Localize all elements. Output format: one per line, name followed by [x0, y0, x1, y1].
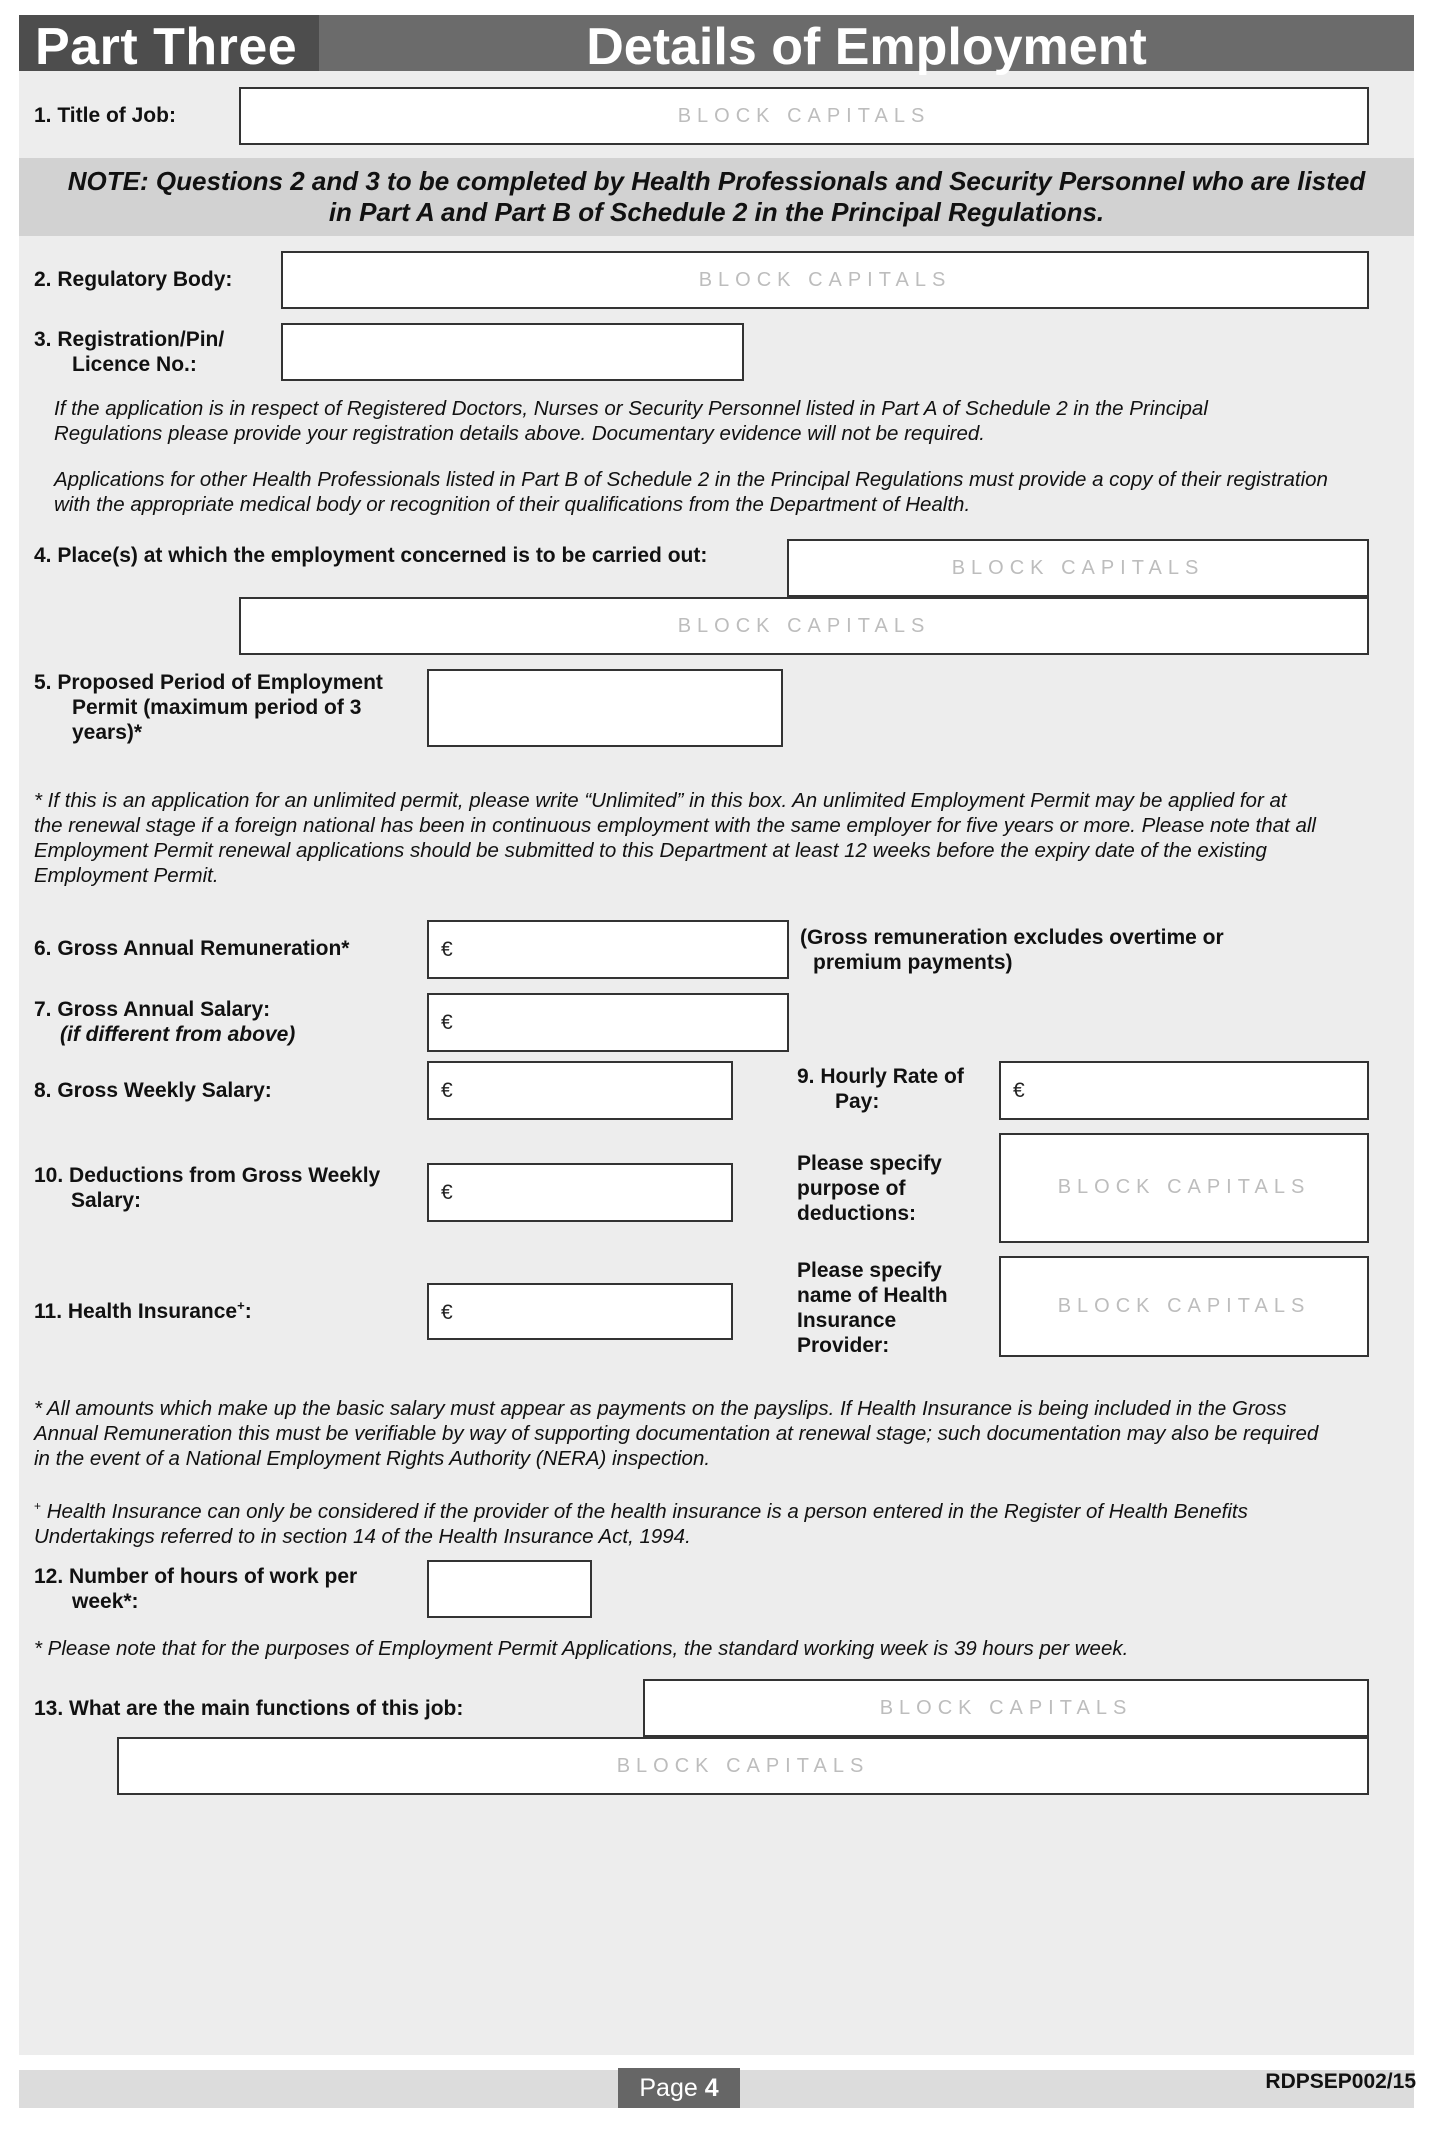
- q6-label: 6. Gross Annual Remuneration*: [34, 937, 350, 960]
- job-functions-field-2[interactable]: [117, 1737, 1369, 1795]
- deductions-purpose-field[interactable]: [999, 1133, 1369, 1243]
- q2-label: 2. Regulatory Body:: [34, 268, 233, 291]
- para-line: with the appropriate medical body or recognition of their qualifications from the Department of Health.: [54, 493, 971, 516]
- section-title: Details of Employment: [586, 18, 1147, 76]
- page-number-badge: [618, 2068, 740, 2108]
- euro-symbol: €: [441, 938, 453, 961]
- note-line-2: in Part A and Part B of Schedule 2 in the Principal Regulations.: [328, 197, 1105, 227]
- standard-week-note: [34, 1636, 1128, 1661]
- euro-symbol: €: [1013, 1079, 1025, 1102]
- block-capitals-placeholder: BLOCK CAPITALS: [698, 269, 952, 291]
- label-line: Insurance: [797, 1309, 897, 1332]
- q5-label: [34, 670, 383, 745]
- euro-symbol: €: [441, 1181, 453, 1204]
- q11-label: [34, 1293, 252, 1324]
- block-capitals-placeholder: BLOCK CAPITALS: [879, 1697, 1133, 1719]
- block-capitals-placeholder: BLOCK CAPITALS: [1057, 1176, 1311, 1198]
- para-line: Regulations please provide your registration details above. Documentary evidence will not be required.: [54, 422, 985, 445]
- unlimited-permit-note: [34, 788, 1316, 888]
- q10-label: [34, 1163, 380, 1213]
- q5-label-line-1: 5. Proposed Period of Employment: [34, 671, 383, 694]
- para-line: the renewal stage if a foreign national has been in continuous employment with the same employer for five years or more. Please note that all: [34, 814, 1316, 837]
- employment-place-field-2[interactable]: [239, 597, 1369, 655]
- section-header: [19, 15, 1414, 76]
- regulatory-body-field[interactable]: [281, 251, 1369, 309]
- block-capitals-placeholder: BLOCK CAPITALS: [1057, 1295, 1311, 1317]
- job-functions-field-1[interactable]: [643, 1679, 1369, 1737]
- hourly-rate-field[interactable]: [999, 1061, 1369, 1120]
- note-line-1: NOTE: Questions 2 and 3 to be completed by Health Professionals and Security Personnel who are listed: [67, 166, 1366, 196]
- salary-payslip-note: [34, 1396, 1318, 1471]
- q12-label-line-2: week*:: [72, 1590, 139, 1613]
- q7-label: [34, 997, 295, 1047]
- q6-note-line-2: premium payments): [813, 951, 1013, 974]
- employment-place-field-1[interactable]: [787, 539, 1369, 597]
- q9-label-line-1: 9. Hourly Rate of: [797, 1065, 964, 1088]
- registered-doctors-note: [54, 396, 1208, 446]
- q3-label: [34, 327, 224, 377]
- q3-label-line-1: 3. Registration/Pin/: [34, 328, 225, 351]
- block-capitals-placeholder: BLOCK CAPITALS: [616, 1755, 870, 1777]
- para-line: Employment Permit.: [34, 864, 219, 887]
- euro-symbol: €: [441, 1301, 453, 1324]
- block-capitals-placeholder: BLOCK CAPITALS: [677, 615, 931, 637]
- para-line: Applications for other Health Professionals listed in Part B of Schedule 2 in the Principal Regulations must provide a copy of their registration: [54, 468, 1328, 491]
- q6-note-line-1: (Gross remuneration excludes overtime or: [800, 926, 1224, 949]
- label-line: Please specify: [797, 1152, 942, 1175]
- label-line: name of Health: [797, 1284, 948, 1307]
- q1-label: 1. Title of Job:: [34, 104, 176, 127]
- registration-number-field[interactable]: [281, 323, 744, 381]
- q5-label-line-3: years)*: [72, 721, 143, 744]
- health-insurance-field[interactable]: [427, 1283, 733, 1340]
- section-part-label: Part Three: [35, 18, 298, 76]
- hours-per-week-field[interactable]: [427, 1560, 592, 1618]
- page-word: Page: [639, 2074, 698, 2102]
- job-title-field[interactable]: [239, 87, 1369, 145]
- q6-remuneration-note: [800, 925, 1224, 975]
- note-banner: [19, 158, 1414, 236]
- para-line: * All amounts which make up the basic salary must appear as payments on the payslips. If Health Insurance is being included in the Gross: [34, 1397, 1287, 1420]
- q10-label-line-2: Salary:: [71, 1189, 142, 1212]
- euro-symbol: €: [441, 1079, 453, 1102]
- q5-label-line-2: Permit (maximum period of 3: [72, 696, 362, 719]
- para-line: * Please note that for the purposes of Employment Permit Applications, the standard working week is 39 hours per week.: [34, 1637, 1129, 1660]
- label-line: Please specify: [797, 1259, 942, 1282]
- permit-period-field[interactable]: [427, 669, 783, 747]
- other-professionals-note: [54, 467, 1328, 517]
- q7-label-main: 7. Gross Annual Salary:: [34, 998, 271, 1021]
- form-code: RDPSEP002/15: [1265, 2070, 1416, 2093]
- health-provider-field[interactable]: [999, 1256, 1369, 1357]
- page-number: 4: [704, 2074, 719, 2102]
- q13-label: 13. What are the main functions of this job:: [34, 1697, 464, 1720]
- q9-label-line-2: Pay:: [835, 1090, 880, 1113]
- para-line: Employment Permit renewal applications should be submitted to this Department at least 12 weeks before the expiry date of the existing: [34, 839, 1267, 862]
- gross-weekly-salary-field[interactable]: [427, 1061, 733, 1120]
- gross-annual-salary-field[interactable]: [427, 993, 789, 1052]
- euro-symbol: €: [441, 1011, 453, 1034]
- note-sup: +: [34, 1499, 42, 1513]
- q3-label-line-2: Licence No.:: [72, 353, 197, 376]
- q8-label: 8. Gross Weekly Salary:: [34, 1079, 272, 1102]
- health-provider-label: [797, 1258, 948, 1358]
- deductions-purpose-label: [797, 1151, 942, 1226]
- q10-label-line-1: 10. Deductions from Gross Weekly: [34, 1164, 381, 1187]
- label-line: Provider:: [797, 1334, 890, 1357]
- para-line: Undertakings referred to in section 14 of the Health Insurance Act, 1994.: [34, 1524, 691, 1548]
- health-insurance-note: [34, 1494, 1248, 1549]
- block-capitals-placeholder: BLOCK CAPITALS: [677, 105, 931, 127]
- q11-label-colon: :: [244, 1300, 252, 1323]
- q11-label-sup: +: [237, 1298, 245, 1313]
- label-line: deductions:: [797, 1202, 916, 1225]
- para-line: Annual Remuneration this must be verifiable by way of supporting documentation at renewal stage; such documentation may also be required: [34, 1422, 1319, 1445]
- section-part-tab: [19, 15, 319, 76]
- q12-label: [34, 1564, 357, 1614]
- para-line: * If this is an application for an unlimited permit, please write “Unlimited” in this box. An unlimited Employment Permit may be applied for at: [34, 789, 1287, 812]
- para-line: in the event of a National Employment Rights Authority (NERA) inspection.: [34, 1447, 711, 1470]
- block-capitals-placeholder: BLOCK CAPITALS: [951, 557, 1205, 579]
- deductions-field[interactable]: [427, 1163, 733, 1222]
- q7-label-sub: (if different from above): [60, 1023, 296, 1046]
- gross-annual-remuneration-field[interactable]: [427, 920, 789, 979]
- q4-label: 4. Place(s) at which the employment concerned is to be carried out:: [34, 544, 708, 567]
- q11-label-text: 11. Health Insurance: [34, 1300, 238, 1323]
- label-line: purpose of: [797, 1177, 906, 1200]
- q9-label: [797, 1064, 964, 1114]
- para-line: Health Insurance can only be considered if the provider of the health insurance is a person entered in the Register of Health Benefits: [41, 1499, 1248, 1523]
- q12-label-line-1: 12. Number of hours of work per: [34, 1565, 358, 1588]
- para-line: If the application is in respect of Registered Doctors, Nurses or Security Personnel listed in Part A of Schedule 2 in the Principal: [54, 397, 1208, 420]
